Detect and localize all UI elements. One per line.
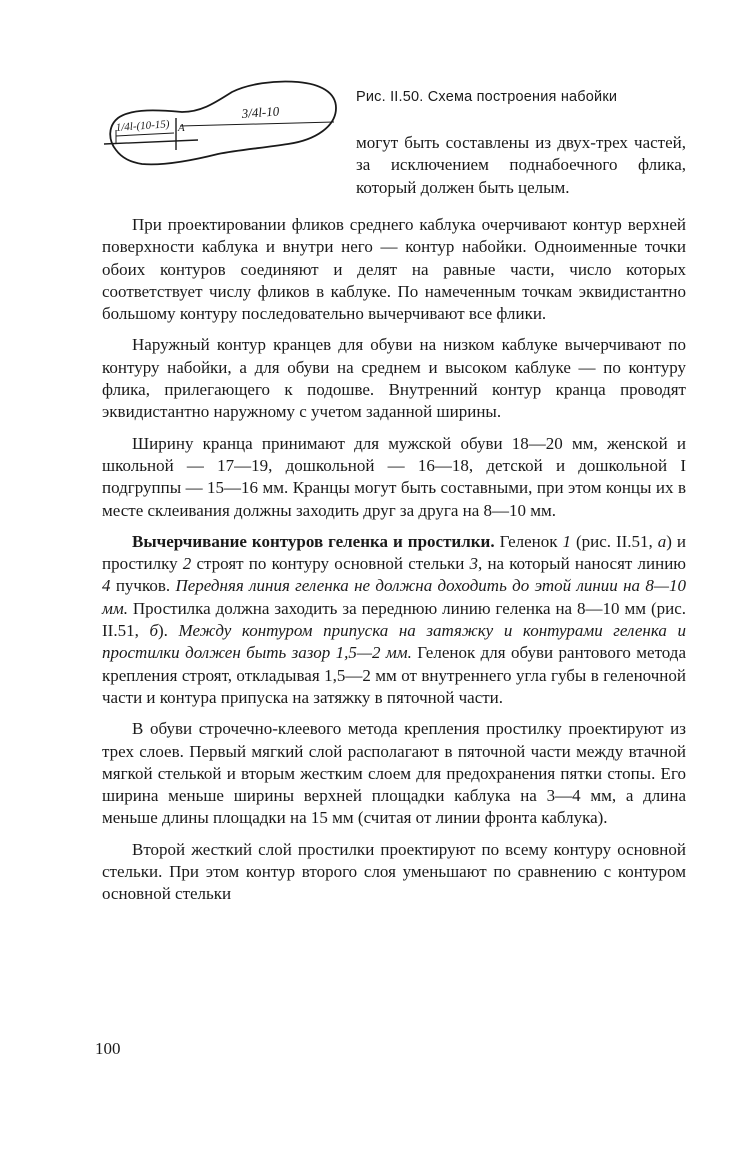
section-heading: Вычерчивание контуров геленка и простилки. [132,531,495,551]
heel-top-piece-diagram [102,78,342,178]
paragraph-1: При проектировании фликов среднего каблука очерчивают контур верхней поверхности каблука и внутри него — контур набойки. Одноименные точки обоих контуров соединяют и делят на равные части, число которых соответствует числу фликов в каблуке. По намеченным точкам эквидистантно большому контуру последовательно вычерчивают все флики. [102,215,686,324]
insole-outline-drawing [102,78,342,178]
paragraph-5: В обуви строчечно-клеевого метода крепления простилку проектируют из трех слоев. Первый мягкий слой располагают в пяточной части между втачной мягкой стелькой и вторым жестким слоем для предохранения пятки стопы. Его ширина меньше ширины верхней площадки каблука на 3—4 мм, а длина меньше длины площадки на 15 мм (считая от линии фронта каблука). [102,719,686,828]
paragraph-2: Наружный контур кранцев для обуви на низком каблуке вычерчивают по контуру набойки, а для обуви на среднем и высоком каблуке — по контуру флика, прилегающего к подошве. Внутренний контур кранца проводят эквидистантно наружному с учетом заданной ширины. [102,335,686,422]
axis-line [104,140,198,144]
dimension-line-top [180,122,334,126]
dimension-line-left [116,133,174,136]
figure-caption: Рис. II.50. Схема построения набойки [356,89,618,105]
paragraph-3: Ширину кранца принимают для мужской обуви 18—20 мм, женской и школьной — 17—19, дошкольной — 16—18, детской и дошкольной I подгруппы — 15—16 мм. Кранцы могут быть составными, при этом концы их в месте склеивания должны заходить друг за друга на 8—10 мм. [102,433,686,520]
figure-label-a: A [178,122,185,134]
paragraph-4: Вычерчивание контуров геленка и простилки. Геленок 1 (рис. II.51, а) и простилку 2 строят по контуру основной стельки 3, на который наносят линию 4 пучков. Передняя линия геленка не должна доходить до этой линии на 8—10 мм. Простилка должна заходить за переднюю линию геленка на 8—10 мм (рис. II.51, б). Между контуром припуска на затяжку и контурами геленка и простилки должен быть зазор 1,5—2 мм. Геленок для обуви рантового метода крепления строят, откладывая 1,5—2 мм от внутреннего угла губы в геленочной части и контура припуска на затяжку в пяточной части. [102,531,687,707]
paragraph-6: Второй жесткий слой простилки проектируют по всему контуру основной стельки. При этом контур второго слоя уменьшают по сравнению с контуром основной стельки [102,839,686,904]
body-text [102,214,686,915]
side-text: могут быть составлены из двух-трех частей, за исключением поднабоечного флика, который должен быть целым. [356,133,686,197]
figure-label-top: 3/4l-10 [241,103,280,121]
figure-label-left: 1/4l-(10-15) [115,118,170,134]
page-number: 100 [95,1039,121,1058]
